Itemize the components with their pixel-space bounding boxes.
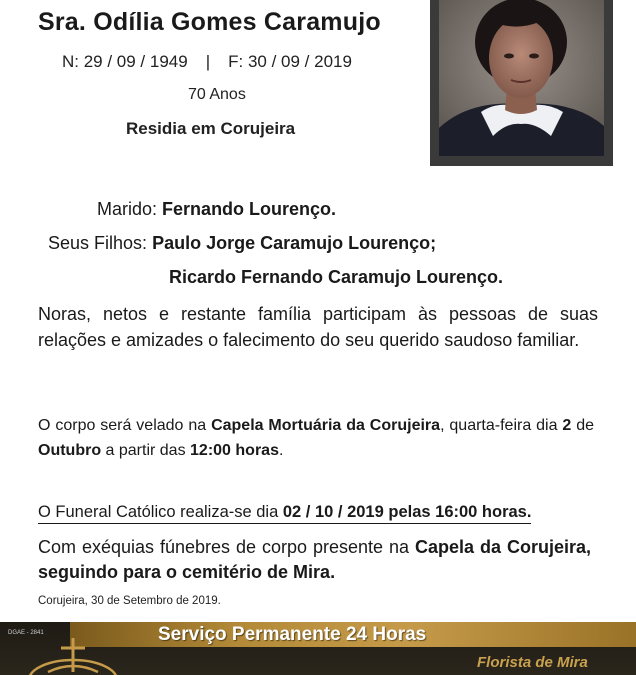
wake-month: Outubro [38,442,102,459]
footer-banner [0,622,636,675]
wake-text-3: de [571,417,594,434]
announcement-paragraph: Noras, netos e restante família participam às pessoas de suas relações e amizades o falecimento do seu querido saudoso familiar. [38,304,598,350]
death-date: F: 30 / 09 / 2019 [228,52,352,71]
wake-text-5: . [278,442,284,459]
wake-paragraph [38,413,594,463]
license-code: DGAE - 2841 [8,630,44,636]
funeral-line [38,503,531,524]
exequies-paragraph [38,535,591,585]
husband-label: Marido: [97,199,158,219]
deceased-name: Sra. Odília Gomes Caramujo [38,8,381,36]
wake-text-4: a partir das [101,442,191,459]
husband-name: Fernando Lourenço. [162,199,337,219]
place-and-date: Corujeira, 30 de Setembro de 2019. [38,595,221,607]
birth-date: N: 29 / 09 / 1949 [62,52,188,71]
wake-time: 12:00 horas [190,442,279,459]
wake-day: 2 [562,417,572,434]
funeral-text: O Funeral Católico realiza-se dia [38,503,283,521]
wake-text-1: O corpo será velado na [38,417,212,434]
florist-logo-icon [28,632,118,675]
wake-text-2: , quarta-feira dia [440,417,563,434]
child-2-name: Ricardo Fernando Caramujo Lourenço. [169,267,504,287]
wake-chapel: Capela Mortuária da Corujeira [211,417,441,434]
husband-line [97,199,336,220]
child-1-name: Paulo Jorge Caramujo Lourenço; [152,233,437,253]
brand-name: Florista de Mira [477,654,588,671]
children-line [48,233,436,254]
portrait-illustration [439,0,604,156]
children-line-2 [169,267,503,288]
funeral-datetime: 02 / 10 / 2019 pelas 16:00 horas. [282,503,532,521]
portrait-frame [430,0,613,166]
portrait-photo [439,0,604,156]
children-label: Seus Filhos: [48,233,148,253]
exequies-text: Com exéquias fúnebres de corpo presente na [38,537,415,557]
date-separator: | [205,52,211,71]
residence: Residia em Corujeira [126,119,296,138]
service-slogan: Serviço Permanente 24 Horas [158,624,427,645]
age: 70 Anos [188,86,246,103]
life-dates [62,52,352,72]
exequies-place: Capela da Corujeira, seguindo para o cemitério de Mira. [38,537,591,582]
